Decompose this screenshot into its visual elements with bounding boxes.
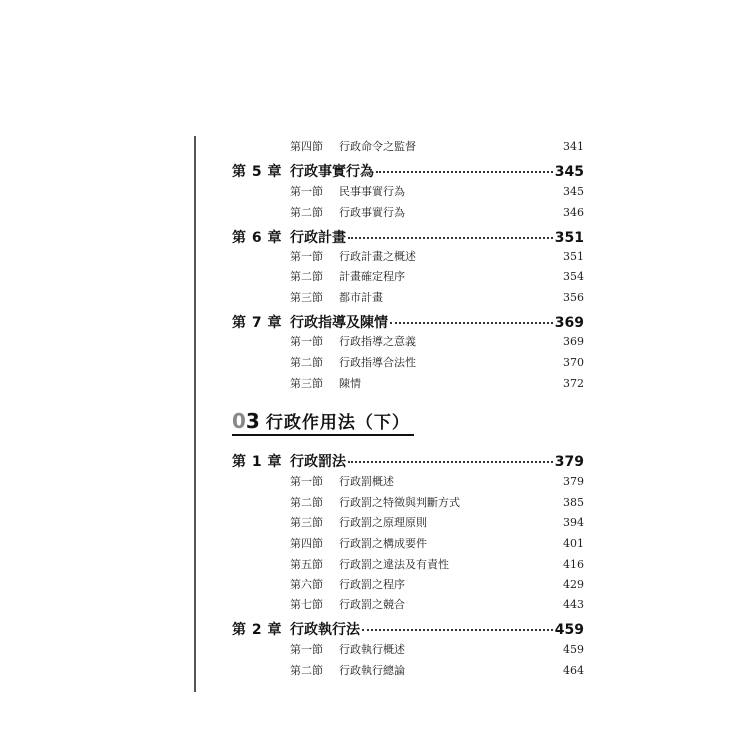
section-page: 341 — [563, 140, 584, 153]
section-page: 351 — [563, 250, 584, 263]
toc-section-entry — [290, 641, 584, 659]
chapter-title: 行政指導及陳情 — [290, 315, 388, 331]
toc-section-entry — [290, 576, 584, 594]
section-page: 356 — [563, 291, 584, 304]
section-title: 行政罰之構成要件 — [339, 537, 427, 550]
section-number: 第一節 — [290, 475, 323, 488]
section-page: 429 — [563, 578, 584, 591]
toc-section-entry — [290, 596, 584, 614]
section-title: 行政罰之程序 — [339, 578, 405, 591]
section-title: 行政罰之競合 — [339, 598, 405, 611]
toc-chapter-entry — [232, 619, 584, 639]
section-number: 第三節 — [290, 291, 323, 304]
dot-leader — [348, 237, 553, 239]
section-number: 第三節 — [290, 516, 323, 529]
section-number: 第一節 — [290, 185, 323, 198]
section-number: 第一節 — [290, 335, 323, 348]
section-title: 陳情 — [339, 377, 361, 390]
toc-section-entry — [290, 268, 584, 286]
section-page: 443 — [563, 598, 584, 611]
section-title: 行政執行概述 — [339, 643, 405, 656]
section-title: 行政指導之意義 — [339, 335, 416, 348]
toc-section-entry — [290, 375, 584, 393]
chapter-title: 行政罰法 — [290, 454, 346, 470]
dot-leader — [390, 322, 553, 324]
section-title: 行政事實行為 — [339, 206, 405, 219]
section-number: 第二節 — [290, 270, 323, 283]
toc-section-entry — [290, 473, 584, 491]
part-underline — [232, 434, 414, 436]
part-title: 行政作用法（下） — [265, 413, 410, 433]
section-title: 行政命令之監督 — [339, 140, 416, 153]
section-title: 行政指導合法性 — [339, 356, 416, 369]
section-number: 第二節 — [290, 664, 323, 677]
section-number: 第一節 — [290, 250, 323, 263]
toc-chapter-entry — [232, 451, 584, 471]
section-page: 416 — [563, 558, 584, 571]
toc-section-entry — [290, 535, 584, 553]
section-title: 行政執行總論 — [339, 664, 405, 677]
section-number: 第四節 — [290, 140, 323, 153]
section-page: 372 — [563, 377, 584, 390]
chapter-label: 第 5 章 — [232, 164, 282, 180]
section-page: 394 — [563, 516, 584, 529]
toc-section-entry — [290, 248, 584, 266]
section-page: 370 — [563, 356, 584, 369]
section-number: 第四節 — [290, 537, 323, 550]
toc-section-entry — [290, 662, 584, 680]
dot-leader — [348, 461, 553, 463]
section-number: 第五節 — [290, 558, 323, 571]
section-page: 369 — [563, 335, 584, 348]
chapter-title: 行政執行法 — [290, 622, 360, 638]
toc-section-entry — [290, 494, 584, 512]
toc-chapter-entry — [232, 227, 584, 247]
section-number: 第六節 — [290, 578, 323, 591]
chapter-label: 第 7 章 — [232, 315, 282, 331]
toc-chapter-entry — [232, 312, 584, 332]
toc-section-entry — [290, 333, 584, 351]
section-title: 計畫確定程序 — [339, 270, 405, 283]
chapter-title: 行政計畫 — [290, 230, 346, 246]
section-title: 行政罰之原理原則 — [339, 516, 427, 529]
section-page: 401 — [563, 537, 584, 550]
section-page: 345 — [563, 185, 584, 198]
section-page: 354 — [563, 270, 584, 283]
chapter-page: 369 — [554, 315, 584, 331]
dot-leader — [362, 629, 553, 631]
chapter-page: 379 — [554, 454, 584, 470]
section-page: 385 — [563, 496, 584, 509]
section-title: 行政罰概述 — [339, 475, 394, 488]
section-page: 459 — [563, 643, 584, 656]
section-number: 第二節 — [290, 496, 323, 509]
toc-section-entry — [290, 183, 584, 201]
margin-rule — [194, 136, 196, 692]
chapter-label: 第 2 章 — [232, 622, 282, 638]
chapter-page: 351 — [554, 230, 584, 246]
toc-section-entry — [290, 289, 584, 307]
toc-section-entry — [290, 138, 584, 156]
toc-section-entry — [290, 514, 584, 532]
section-page: 464 — [563, 664, 584, 677]
section-title: 行政計畫之概述 — [339, 250, 416, 263]
section-number: 第二節 — [290, 356, 323, 369]
toc-section-entry — [290, 354, 584, 372]
section-title: 民事事實行為 — [339, 185, 405, 198]
section-page: 379 — [563, 475, 584, 488]
section-number: 第一節 — [290, 643, 323, 656]
toc-section-entry — [290, 204, 584, 222]
chapter-page: 459 — [554, 622, 584, 638]
section-page: 346 — [563, 206, 584, 219]
part-heading — [232, 408, 410, 433]
chapter-label: 第 1 章 — [232, 454, 282, 470]
toc-section-entry — [290, 556, 584, 574]
section-title: 都市計畫 — [339, 291, 383, 304]
chapter-label: 第 6 章 — [232, 230, 282, 246]
section-number: 第三節 — [290, 377, 323, 390]
chapter-page: 345 — [554, 164, 584, 180]
toc-chapter-entry — [232, 161, 584, 181]
dot-leader — [376, 171, 553, 173]
section-title: 行政罰之違法及有責性 — [339, 558, 449, 571]
chapter-title: 行政事實行為 — [290, 164, 374, 180]
part-number: 03 — [232, 409, 260, 433]
section-number: 第二節 — [290, 206, 323, 219]
section-title: 行政罰之特徵與判斷方式 — [339, 496, 460, 509]
section-number: 第七節 — [290, 598, 323, 611]
